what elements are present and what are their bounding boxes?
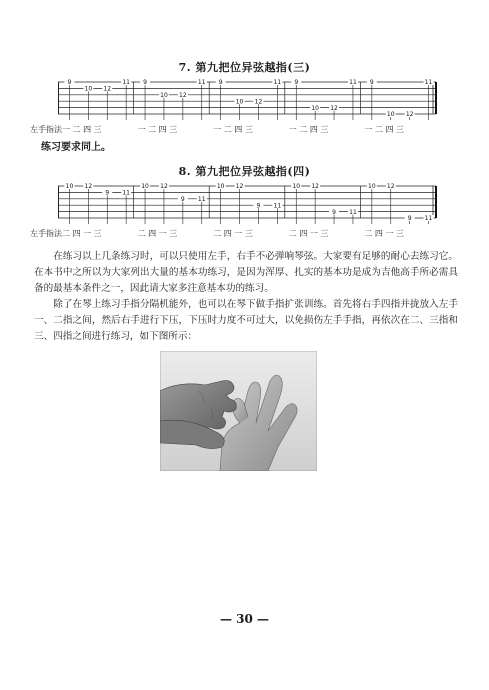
tab-fret-number: 10 — [311, 104, 319, 112]
fingering-group: 一 二 四 三 — [137, 125, 178, 134]
tab-fret-number: 9 — [67, 79, 72, 87]
paragraph-2: 除了在琴上练习手指分隔机能外，也可以在琴下做手指扩张训练。首先将右手四指并拢放入左手一、二指之间，然后右手进行下压，下压时力度不可过大，以免损伤左手手指，再依次在二、三指和三、四指之间进行练习，如下图所示： — [34, 299, 458, 342]
tab-staff-7-svg — [58, 79, 436, 119]
fingering-label: 左手指法 — [30, 229, 62, 238]
hand-stretch-photo — [160, 351, 317, 471]
tab-fret-number: 11 — [424, 79, 433, 87]
tab-fret-number: 9 — [369, 79, 374, 87]
tab-staff-7 — [58, 79, 436, 119]
section-7-title: 7. 第九把位异弦越指(三) — [178, 61, 311, 74]
fingering-group: 二 四 一 三 — [288, 229, 329, 238]
tab-fret-number: 11 — [273, 79, 282, 87]
practice-note: 练习要求同上。 — [41, 142, 111, 153]
tab-fret-number: 11 — [197, 79, 206, 87]
tab-fret-number: 9 — [180, 196, 185, 203]
tab-fret-number: 9 — [332, 208, 336, 216]
tab-fret-number: 12 — [103, 85, 112, 93]
tab-fret-number: 9 — [407, 215, 412, 223]
tab-fret-number: 12 — [386, 183, 395, 191]
tab-fret-number: 12 — [254, 98, 263, 106]
tab-fret-number: 11 — [122, 79, 130, 87]
tab-fret-number: 9 — [218, 79, 223, 87]
fingering-group: 一 二 四 三 — [62, 125, 102, 134]
tab-fret-number: 10 — [386, 111, 395, 119]
section-8-title: 8. 第九把位异弦越指(四) — [178, 165, 311, 178]
tab-fret-number: 11 — [424, 215, 433, 223]
tab-fret-number: 11 — [273, 202, 282, 210]
tab-fret-number: 10 — [235, 98, 244, 106]
tab-fret-number: 12 — [311, 183, 319, 191]
fingering-group: 二 四 一 三 — [213, 229, 253, 238]
tab-fret-number: 10 — [216, 183, 225, 191]
tab-fret-number: 11 — [122, 189, 130, 197]
tab-staff-8 — [58, 183, 436, 223]
tab-fret-number: 11 — [197, 196, 206, 203]
tab-fret-number: 9 — [256, 202, 261, 210]
tab-fret-number: 12 — [179, 92, 187, 99]
tab-staff-8-svg — [58, 183, 436, 223]
tab-fret-number: 10 — [292, 183, 301, 191]
body-text — [34, 249, 458, 345]
fingering-group: 一 二 四 三 — [288, 125, 329, 134]
tab-fret-number: 11 — [349, 79, 357, 87]
tab-fret-number: 10 — [141, 183, 149, 191]
tab-fret-number: 10 — [84, 85, 93, 93]
page-number: — 30 — — [219, 612, 270, 626]
tab-fret-number: 10 — [160, 92, 168, 99]
fingering-group: 一 二 四 三 — [213, 125, 253, 134]
fingering-group: 二 四 一 三 — [364, 229, 405, 238]
tab-fret-number: 12 — [405, 111, 414, 119]
tab-fret-number: 12 — [84, 183, 93, 191]
fingering-label: 左手指法 — [30, 125, 62, 134]
tab-fret-number: 11 — [349, 208, 357, 216]
tab-fret-number: 10 — [368, 183, 376, 191]
tab-fret-number: 12 — [160, 183, 168, 191]
tab-fret-number: 12 — [330, 104, 338, 112]
tab-fret-number: 9 — [143, 79, 147, 87]
fingering-group: 二 四 一 三 — [62, 229, 102, 238]
tab-fret-number: 10 — [65, 183, 74, 191]
paragraph-1: 在练习以上几条练习时，可以只使用左手，右手不必弹响琴弦。大家要有足够的耐心去练习它。在本书中之所以为大家列出大量的基本功练习，是因为浑厚、扎实的基本功是成为吉他高手所必需具备的最基本条件之一，因此请大家多注意基本功的练习。 — [34, 251, 458, 294]
hand-stretch-illustration — [160, 351, 317, 471]
tab-fret-number: 9 — [294, 79, 299, 87]
tab-fret-number: 12 — [235, 183, 244, 191]
fingering-group: 一 二 四 三 — [364, 125, 405, 134]
fingering-group: 二 四 一 三 — [137, 229, 178, 238]
tab-fret-number: 9 — [105, 189, 110, 197]
